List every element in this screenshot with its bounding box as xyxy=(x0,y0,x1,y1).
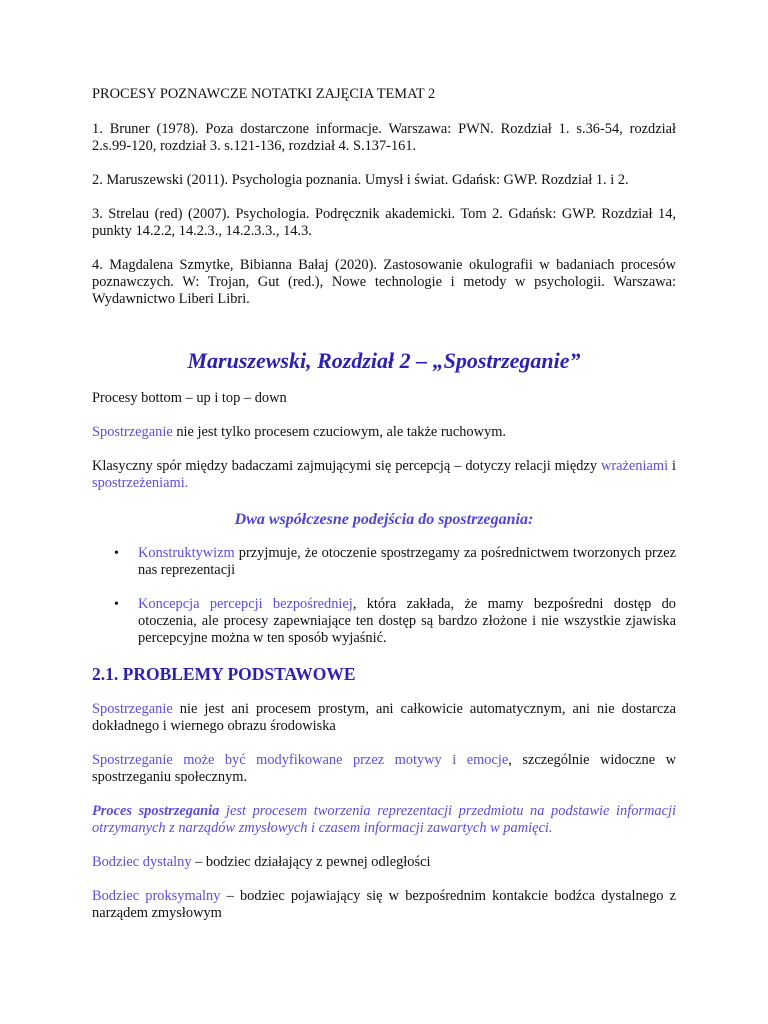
term-spostrzezenia: spostrzeżeniami xyxy=(92,475,185,491)
paragraph-text: Klasyczny spór między badaczami zajmującymi się percepcją – dotyczy relacji między xyxy=(92,458,601,474)
term-spostrzeganie: Spostrzeganie xyxy=(92,701,173,717)
problems-paragraph-definition xyxy=(92,803,676,837)
paragraph-text: , szczególnie widoczne w spostrzeganiu społecznym. xyxy=(92,752,676,785)
problems-paragraph-2 xyxy=(92,752,676,786)
chapter-paragraph-perception xyxy=(92,424,676,441)
list-item-constructivism xyxy=(92,545,676,579)
term-bodziec-dystalny: Bodziec dystalny xyxy=(92,854,192,870)
problems-paragraph-distal xyxy=(92,854,676,871)
term-konstruktywizm: Konstruktywizm xyxy=(138,545,235,561)
chapter-title: Maruszewski, Rozdział 2 – „Spostrzeganie” xyxy=(187,348,581,373)
approaches-heading: Dwa współczesne podejścia do spostrzegania: xyxy=(234,511,534,528)
paragraph-text: i xyxy=(668,458,676,474)
term-proces-spostrzegania: Proces spostrzegania xyxy=(92,803,220,819)
list-item-direct-perception xyxy=(92,596,676,647)
term-wrazenia: wrażeniami xyxy=(600,458,669,474)
reference-1: 1. Bruner (1978). Poza dostarczone informacje. Warszawa: PWN. Rozdział 1. s.36-54, rozdział 2.s.99-120, rozdział 3. s.121-136, rozdział 4. S.137-161. xyxy=(92,121,676,154)
problems-paragraph-proximal xyxy=(92,888,676,922)
chapter-paragraph-processes: Procesy bottom – up i top – down xyxy=(92,390,287,406)
problems-paragraph-1 xyxy=(92,701,676,735)
list-item-text: przyjmuje, że otoczenie spostrzegamy za pośrednictwem tworzonych przez nas reprezentacji xyxy=(138,545,676,578)
document-title: PROCESY POZNAWCZE NOTATKI ZAJĘCIA TEMAT 2 xyxy=(92,86,436,102)
reference-3: 3. Strelau (red) (2007). Psychologia. Podręcznik akademicki. Tom 2. Gdańsk: GWP. Rozdział 14, punkty 14.2.2, 14.2.3., 14.2.3.3., 14.3. xyxy=(92,206,676,239)
term-bodziec-proksymalny: Bodziec proksymalny xyxy=(92,888,221,904)
paragraph-text: – bodziec pojawiający się w bezpośrednim kontakcie bodźca dystalnego z narządem zmysłowym xyxy=(92,888,676,921)
approaches-list xyxy=(92,545,676,647)
bullet-icon: • xyxy=(114,546,119,561)
term-modification: Spostrzeganie może być modyfikowane przez motywy i emocje xyxy=(92,752,509,768)
chapter-paragraph-dispute xyxy=(92,458,676,492)
list-item-text: , która zakłada, że mamy bezpośredni dostęp do otoczenia, ale procesy zapewniające ten dostęp są bardzo złożone i nie wszystkie zjawiska percepcyjne można w ten sposób wyjaśnić. xyxy=(138,596,676,646)
paragraph-text: jest procesem tworzenia reprezentacji przedmiotu na podstawie informacji otrzymanych z narządów zmysłowych i czasem informacji zawartych w pamięci. xyxy=(92,803,677,836)
term-spostrzeganie: Spostrzeganie xyxy=(92,424,173,440)
paragraph-text: nie jest tylko procesem czuciowym, ale także ruchowym. xyxy=(172,424,507,440)
paragraph-text: – bodziec działający z pewnej odległości xyxy=(191,854,431,870)
paragraph-end: . xyxy=(184,475,189,491)
paragraph-text: nie jest ani procesem prostym, ani całkowicie automatycznym, ani nie dostarcza dokładnego i wiernego obrazu środowiska xyxy=(92,701,676,734)
section-heading-problems: 2.1. PROBLEMY PODSTAWOWE xyxy=(92,664,356,684)
reference-4: 4. Magdalena Szmytke, Bibianna Bałaj (2020). Zastosowanie okulografii w badaniach procesów poznawczych. W: Trojan, Gut (red.), Nowe technologie i metody w psychologii. Warszawa: Wydawnictwo Liberi Libri. xyxy=(92,257,676,307)
bullet-icon: • xyxy=(114,597,119,612)
term-direct-perception: Koncepcja percepcji bezpośredniej xyxy=(138,596,353,612)
reference-2: 2. Maruszewski (2011). Psychologia poznania. Umysł i świat. Gdańsk: GWP. Rozdział 1. i 2. xyxy=(92,172,629,188)
